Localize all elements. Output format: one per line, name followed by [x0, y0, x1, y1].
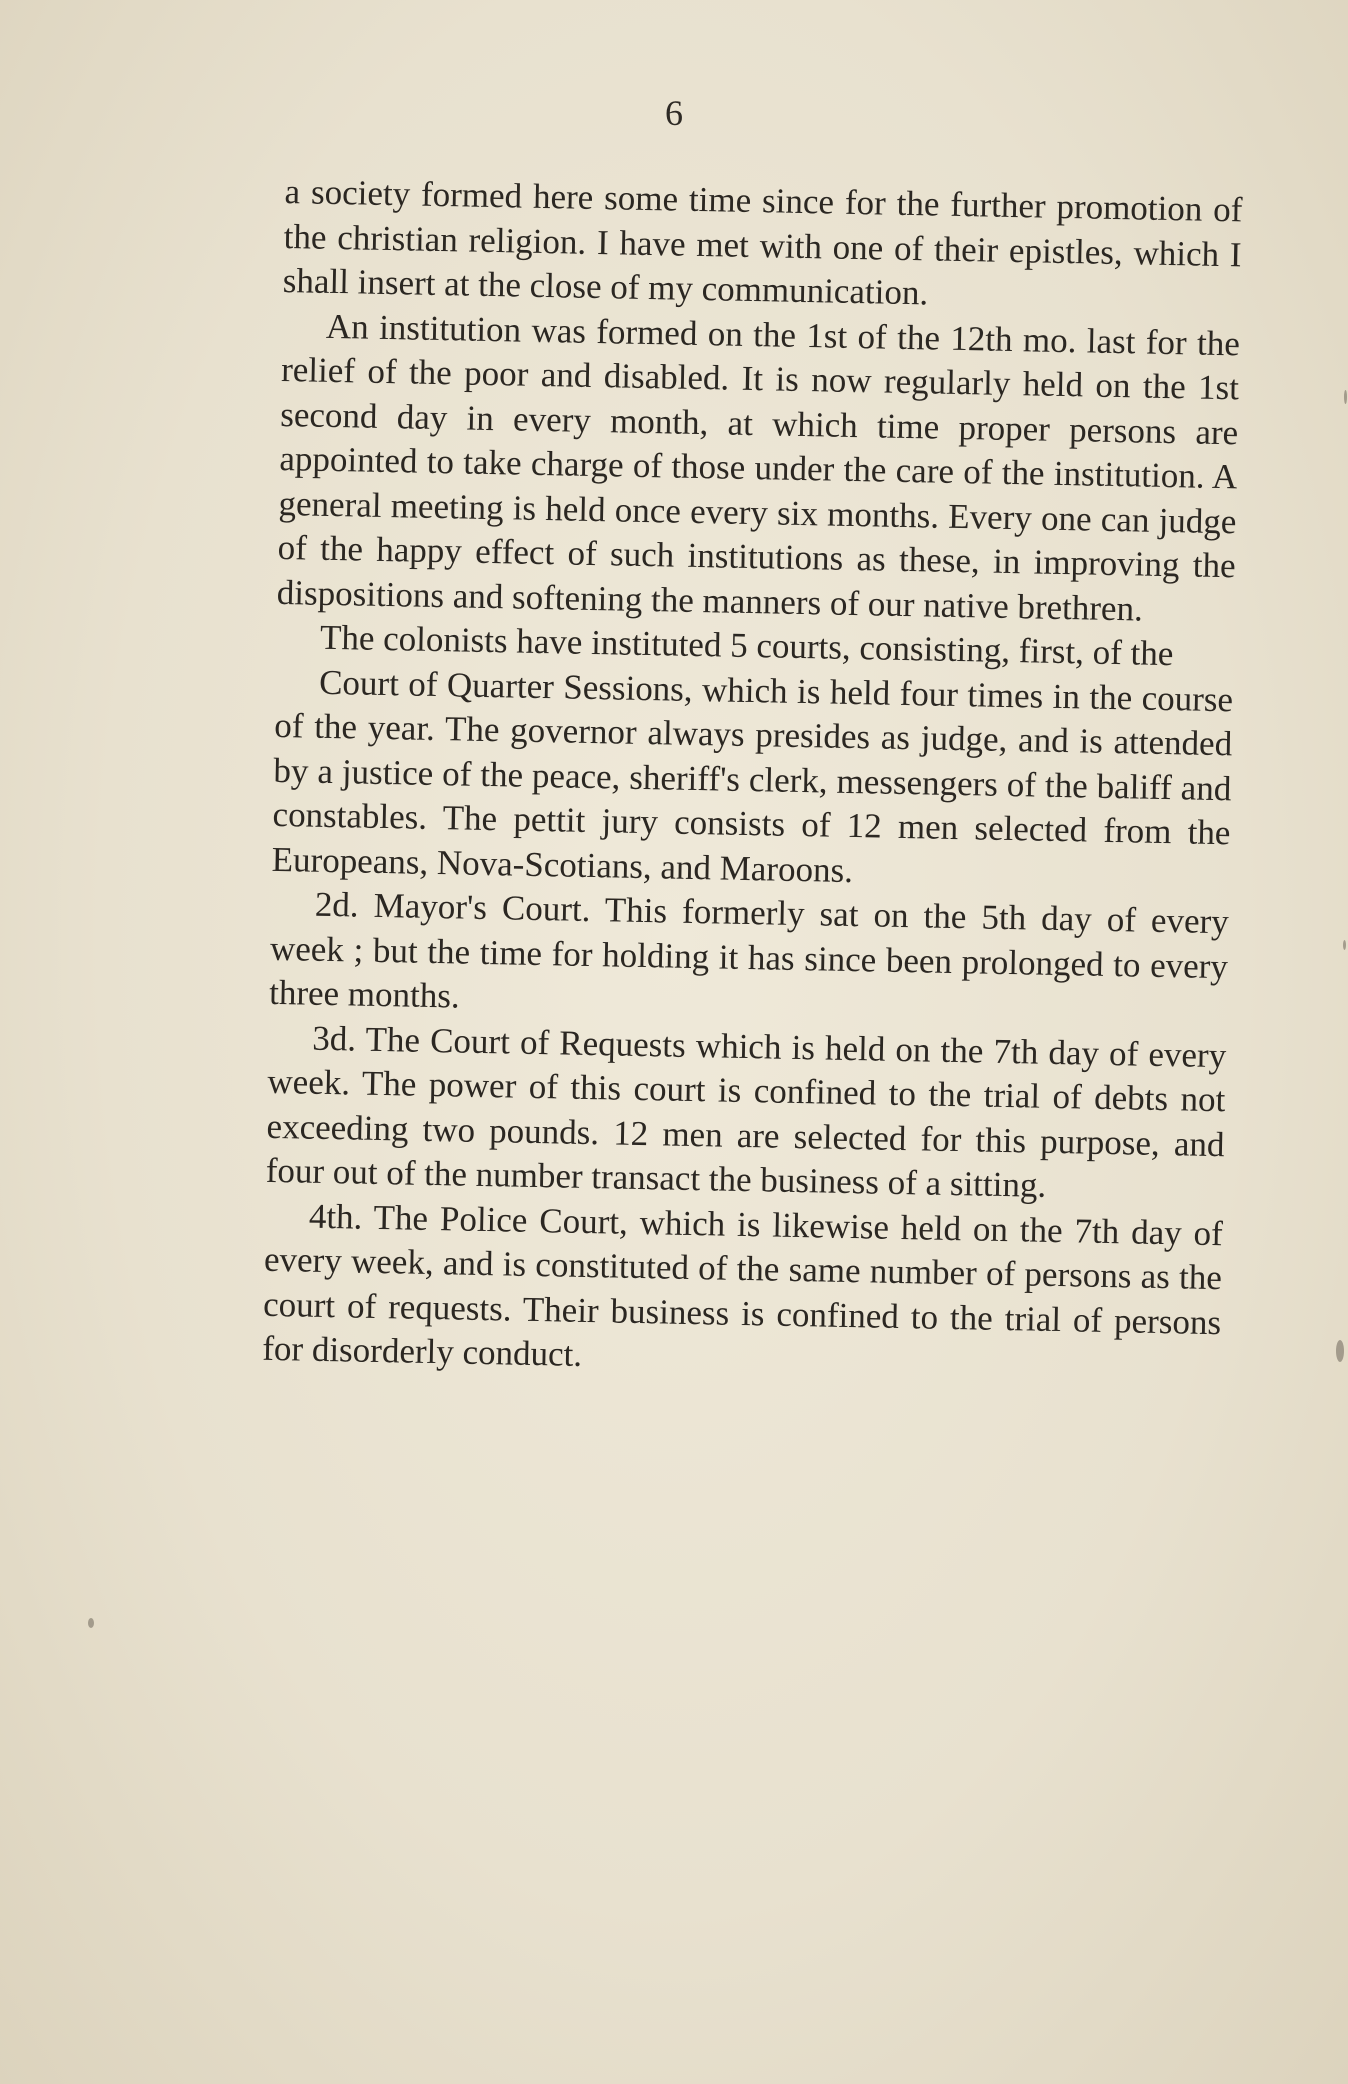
paragraph-police-court: 4th. The Police Court, which is likewise held on the 7th day of every week, and is constituted of the same number of persons as the court of requests. Their business is confined to the trial of persons for disorderly conduct.: [262, 1196, 1224, 1374]
paper-speck: [1336, 1340, 1344, 1362]
paper-speck: [1343, 940, 1346, 950]
paper-speck: [88, 1618, 94, 1628]
page-number: 6: [665, 93, 683, 133]
paper-speck: [1344, 390, 1347, 404]
paragraph-quarter-sessions: Court of Quarter Sessions, which is held four times in the course of the year. The governor always presides as judge, and is attended by a justice of the peace, sheriff's clerk, messengers of the baliff and constables. The pettit jury consists of 12 men selected from the Europeans, Nova-Scotians, and Maroons.: [271, 662, 1234, 890]
paragraph-mayors-court: 2d. Mayor's Court. This formerly sat on the 5th day of every week ; but the time for holding it has since been prolonged to every three months.: [268, 884, 1230, 1016]
paragraph-courts-intro: The colonists have instituted 5 courts, consisting, first, of the: [319, 617, 1174, 674]
paragraph-institution: An institution was formed on the 1st of the 12th mo. last for the relief of the poor and disabled. It is now regularly held on the 1st second day in every month, at which time proper persons are appointed to take charge of those under the care of the institution. A general meeting is held once every six months. Every one can judge of the happy effect of such institutions as these, in improving the dispositions and softening the manners of our native brethren.: [276, 306, 1241, 629]
paragraph-court-of-requests: 3d. The Court of Requests which is held on the 7th day of every week. The power of this court is confined to the trial of debts not exceeding two pounds. 12 men are selected for this purpose, and four out of the number transact the business of a sitting.: [265, 1018, 1227, 1205]
paragraph-society: a society formed here some time since for the further promotion of the christian religion. I have met with one of their epistles, which I shall insert at the close of my communication.: [282, 171, 1243, 313]
body-text: [262, 170, 1243, 1390]
